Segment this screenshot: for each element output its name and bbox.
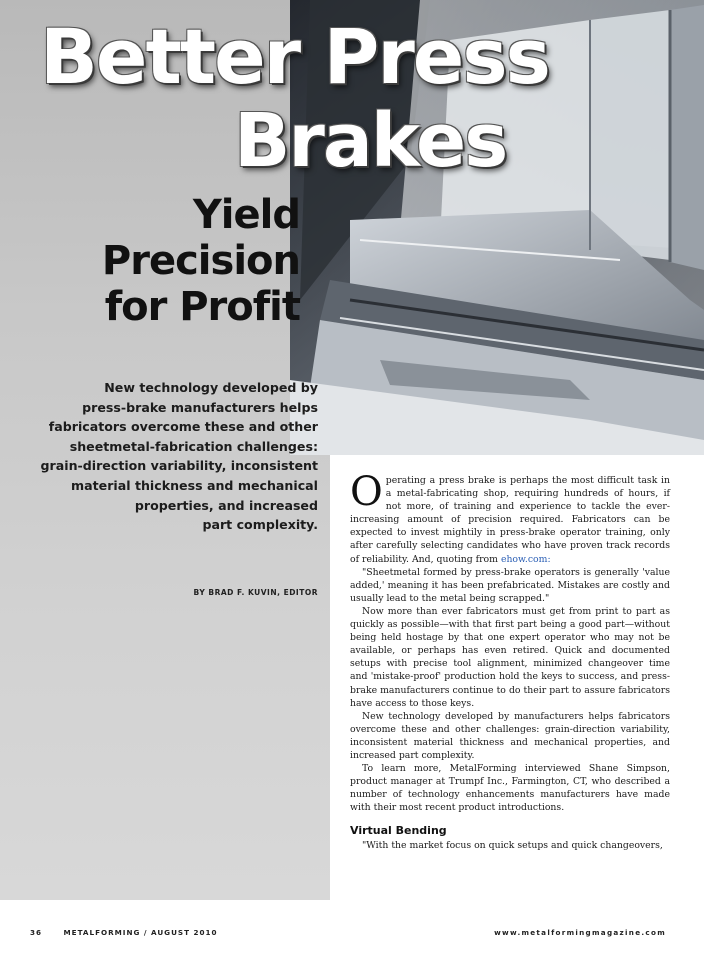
dek-line: sheetmetal-fabrication challenges: — [69, 438, 318, 454]
byline: BY BRAD F. KUVIN, EDITOR — [193, 588, 318, 597]
paragraph-1 — [350, 469, 670, 566]
dek-line: New technology developed by — [104, 380, 318, 395]
dek-line: material thickness and mechanical — [71, 477, 318, 493]
dek-line: fabricators overcome these and other — [48, 419, 318, 435]
paragraph-2: "Sheetmetal formed by press-brake operators is generally 'value added,' meaning it has been prefabricated. Mistakes are costly and usually lead to the metal being scrapped." — [350, 566, 670, 604]
dek-line: part complexity. — [202, 517, 318, 533]
subtitle-line-2: Precision — [101, 238, 300, 284]
dek-line: grain-direction variability, inconsistent — [40, 458, 318, 474]
drop-cap: O — [350, 469, 383, 515]
ehow-link[interactable]: ehow.com: — [500, 553, 551, 565]
headline-line-1: Better Press — [40, 12, 549, 101]
paragraph-3: Now more than ever fabricators must get from print to part as quickly as possible—with that first part being a good part—without being held hostage by that one expert operator who may not be available, or perhaps has even retired. Quick and documented setups with precise tool alignment, minimized changeover time and 'mistake-proof' production hold the keys to success, and press-brake manufacturers continue to do their part to assure fabricators have access to those keys. — [350, 605, 670, 709]
footer-website[interactable]: www.metalformingmagazine.com — [494, 928, 666, 937]
subtitle-line-3: for Profit — [104, 284, 300, 330]
dek-line: properties, and increased — [134, 497, 318, 513]
page-number: 36 — [30, 928, 43, 937]
paragraph-4: New technology developed by manufacturers helps fabricators overcome these and other challenges: grain-direction variability, inconsistent material thickness and mechanical properties, and increased part complexity. — [350, 710, 670, 761]
subtitle-line-1: Yield — [192, 192, 300, 238]
footer-left — [30, 928, 218, 937]
paragraph-6: "With the market focus on quick setups and quick changeovers, — [362, 839, 663, 851]
paragraph-5: To learn more, MetalForming interviewed Shane Simpson, product manager at Trumpf Inc., Farmington, CT, who described a number of technology enhancements manufacturers have made with their most recent product introductions. — [350, 763, 670, 814]
paragraph-1-text: perating a press brake is perhaps the most difficult task in a metal-fabricating shop, requiring hundreds of hours, if not more, of training and experience to tackle the ever-increasing amount of precision required. Fabricators can be expected to invest mightily in press-brake operator training, only after carefully selecting candidates who have proven track records of reliability. And, quoting from — [350, 475, 670, 565]
headline-line-2: Brakes — [234, 98, 507, 184]
publication-issue: METALFORMING / AUGUST 2010 — [63, 928, 218, 937]
dek-line: press-brake manufacturers helps — [82, 399, 318, 415]
section-subhead: Virtual Bending — [350, 824, 447, 838]
subtitle — [102, 192, 300, 330]
article-body — [350, 469, 670, 852]
article-dek — [28, 378, 318, 535]
